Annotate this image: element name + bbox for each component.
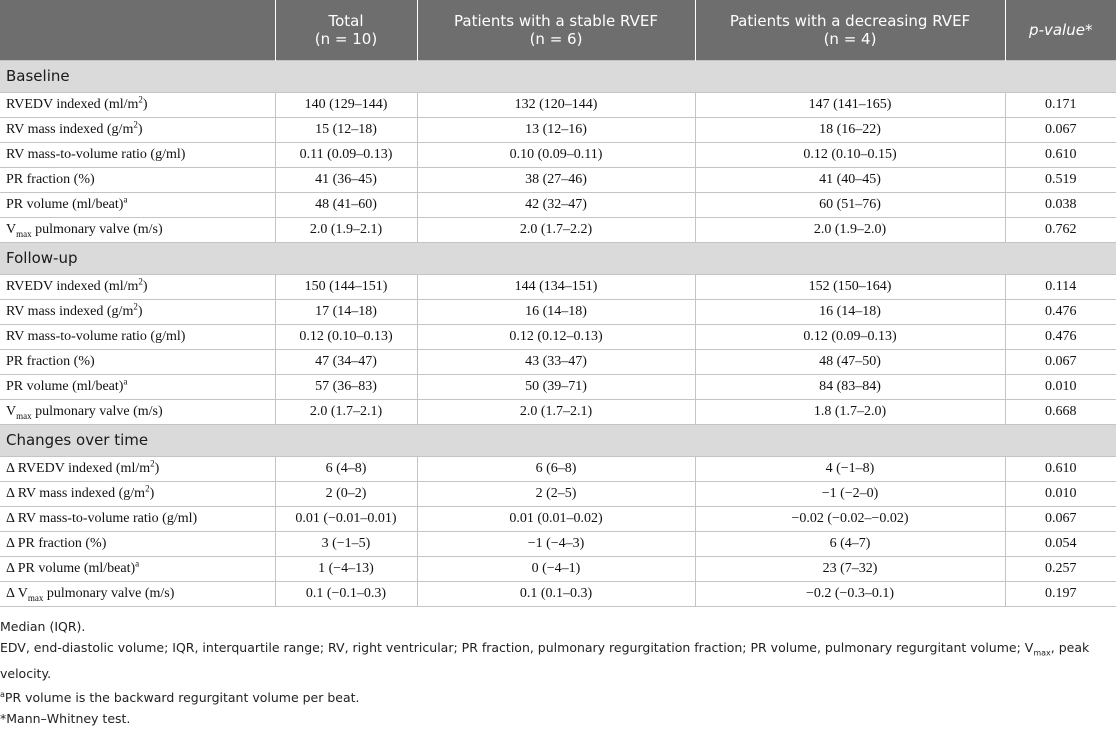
cell-decreasing: 41 (40–45) — [695, 167, 1005, 192]
row-label-suffix: pulmonary valve (m/s) — [32, 222, 163, 237]
table-row — [0, 117, 1116, 142]
cell-stable: −1 (−4–3) — [417, 531, 695, 556]
cell-p: 0.010 — [1005, 374, 1116, 399]
row-label-sub: max — [16, 228, 32, 238]
row-label-text: V — [6, 404, 16, 419]
column-header-4 — [1005, 0, 1116, 60]
cell-total: 2 (0–2) — [275, 481, 417, 506]
column-header-label: p-value* — [1029, 21, 1092, 39]
row-label-text: Δ PR fraction (%) — [6, 536, 106, 551]
row-label-text: RV mass indexed (g/m — [6, 122, 133, 137]
cell-total: 15 (12–18) — [275, 117, 417, 142]
column-header-2 — [417, 0, 695, 60]
cell-p: 0.067 — [1005, 117, 1116, 142]
cell-decreasing: 84 (83–84) — [695, 374, 1005, 399]
row-label-sub: max — [28, 592, 44, 602]
cell-stable: 38 (27–46) — [417, 167, 695, 192]
row-label-text: RV mass-to-volume ratio (g/ml) — [6, 329, 185, 344]
cell-p: 0.610 — [1005, 456, 1116, 481]
table-row — [0, 192, 1116, 217]
footnote-a-text: PR volume is the backward regurgitant volume per beat. — [5, 690, 360, 705]
section-row — [0, 60, 1116, 92]
footnotes — [0, 607, 1116, 729]
row-label-text: PR fraction (%) — [6, 172, 95, 187]
footnote-star: *Mann–Whitney test. — [0, 708, 1116, 729]
row-label-sup: a — [123, 376, 127, 386]
cell-p: 0.067 — [1005, 349, 1116, 374]
cell-stable: 50 (39–71) — [417, 374, 695, 399]
cell-stable: 16 (14–18) — [417, 299, 695, 324]
table-row — [0, 167, 1116, 192]
cell-decreasing: −1 (−2–0) — [695, 481, 1005, 506]
row-label-sup: 2 — [133, 119, 138, 129]
row-label-text: PR fraction (%) — [6, 354, 95, 369]
table-row — [0, 456, 1116, 481]
cell-stable: 0.10 (0.09–0.11) — [417, 142, 695, 167]
footnote-median: Median (IQR). — [0, 616, 1116, 637]
footnote-a — [0, 684, 1116, 708]
row-label-sup: a — [135, 558, 139, 568]
table-row — [0, 374, 1116, 399]
cell-stable: 0 (−4–1) — [417, 556, 695, 581]
table-row — [0, 506, 1116, 531]
cell-total: 47 (34–47) — [275, 349, 417, 374]
cell-stable: 13 (12–16) — [417, 117, 695, 142]
cell-p: 0.010 — [1005, 481, 1116, 506]
column-header-label: Patients with a stable RVEF — [454, 12, 658, 30]
section-row — [0, 424, 1116, 456]
row-label — [0, 299, 275, 324]
table-row — [0, 481, 1116, 506]
cell-decreasing: 6 (4–7) — [695, 531, 1005, 556]
cell-p: 0.197 — [1005, 581, 1116, 606]
table-row — [0, 324, 1116, 349]
row-label-text: PR volume (ml/beat) — [6, 197, 123, 212]
row-label-text: RVEDV indexed (ml/m — [6, 279, 138, 294]
column-header-1 — [275, 0, 417, 60]
row-label-sup: 2 — [138, 94, 143, 104]
column-header-label: Patients with a decreasing RVEF — [730, 12, 970, 30]
cell-decreasing: 16 (14–18) — [695, 299, 1005, 324]
row-label-sup: 2 — [133, 301, 138, 311]
cell-decreasing: 2.0 (1.9–2.0) — [695, 217, 1005, 242]
cell-decreasing: 60 (51–76) — [695, 192, 1005, 217]
cell-total: 140 (129–144) — [275, 92, 417, 117]
cell-p: 0.519 — [1005, 167, 1116, 192]
section-title: Follow-up — [0, 242, 1116, 274]
column-header-n: (n = 4) — [824, 30, 877, 48]
row-label-text: Δ RVEDV indexed (ml/m — [6, 461, 150, 476]
cell-stable: 0.12 (0.12–0.13) — [417, 324, 695, 349]
table-row — [0, 349, 1116, 374]
row-label — [0, 92, 275, 117]
cell-total: 17 (14–18) — [275, 299, 417, 324]
footnote-abbreviations — [0, 637, 1116, 685]
row-label-sup: a — [123, 194, 127, 204]
cell-total: 48 (41–60) — [275, 192, 417, 217]
row-label-suffix: ) — [143, 97, 148, 112]
cell-stable: 43 (33–47) — [417, 349, 695, 374]
cell-p: 0.668 — [1005, 399, 1116, 424]
cell-p: 0.114 — [1005, 274, 1116, 299]
cell-decreasing: 147 (141–165) — [695, 92, 1005, 117]
row-label-sup: 2 — [145, 483, 150, 493]
row-label — [0, 531, 275, 556]
row-label — [0, 142, 275, 167]
row-label-text: PR volume (ml/beat) — [6, 379, 123, 394]
row-label-suffix: ) — [138, 304, 143, 319]
row-label-suffix: ) — [138, 122, 143, 137]
cell-decreasing: 23 (7–32) — [695, 556, 1005, 581]
cell-p: 0.476 — [1005, 299, 1116, 324]
cell-p: 0.610 — [1005, 142, 1116, 167]
cell-total: 57 (36–83) — [275, 374, 417, 399]
row-label-sup: 2 — [150, 458, 155, 468]
row-label — [0, 192, 275, 217]
row-label — [0, 481, 275, 506]
cell-decreasing: 152 (150–164) — [695, 274, 1005, 299]
row-label-suffix: pulmonary valve (m/s) — [43, 586, 174, 601]
cell-total: 41 (36–45) — [275, 167, 417, 192]
cell-p: 0.476 — [1005, 324, 1116, 349]
row-label — [0, 274, 275, 299]
row-label-sub: max — [16, 410, 32, 420]
cell-total: 1 (−4–13) — [275, 556, 417, 581]
cell-p: 0.038 — [1005, 192, 1116, 217]
row-label — [0, 117, 275, 142]
table-row — [0, 92, 1116, 117]
cell-p: 0.171 — [1005, 92, 1116, 117]
section-title: Changes over time — [0, 424, 1116, 456]
cell-stable: 42 (32–47) — [417, 192, 695, 217]
cell-total: 0.11 (0.09–0.13) — [275, 142, 417, 167]
row-label-text: RVEDV indexed (ml/m — [6, 97, 138, 112]
cell-decreasing: −0.02 (−0.02–−0.02) — [695, 506, 1005, 531]
row-label-suffix: ) — [155, 461, 160, 476]
table-row — [0, 299, 1116, 324]
cell-stable: 2 (2–5) — [417, 481, 695, 506]
row-label-text: RV mass-to-volume ratio (g/ml) — [6, 147, 185, 162]
row-label-suffix: ) — [150, 486, 155, 501]
header-row — [0, 0, 1116, 60]
column-header-n: (n = 6) — [530, 30, 583, 48]
cell-decreasing: −0.2 (−0.3–0.1) — [695, 581, 1005, 606]
table-row — [0, 399, 1116, 424]
abbrev-sub: max — [1033, 648, 1050, 657]
cell-stable: 0.1 (0.1–0.3) — [417, 581, 695, 606]
row-label-suffix: pulmonary valve (m/s) — [32, 404, 163, 419]
cell-p: 0.762 — [1005, 217, 1116, 242]
row-label-text: Δ PR volume (ml/beat) — [6, 561, 135, 576]
cell-total: 2.0 (1.9–2.1) — [275, 217, 417, 242]
cell-decreasing: 1.8 (1.7–2.0) — [695, 399, 1005, 424]
cell-p: 0.067 — [1005, 506, 1116, 531]
table-row — [0, 142, 1116, 167]
cell-decreasing: 0.12 (0.09–0.13) — [695, 324, 1005, 349]
footnote-a-mark: a — [0, 690, 5, 699]
table-row — [0, 531, 1116, 556]
row-label — [0, 349, 275, 374]
table-row — [0, 556, 1116, 581]
cell-stable: 132 (120–144) — [417, 92, 695, 117]
table-row — [0, 217, 1116, 242]
row-label-sup: 2 — [138, 276, 143, 286]
row-label — [0, 399, 275, 424]
abbrev-tail: , peak velocity. — [0, 640, 1089, 682]
row-label-text: Δ RV mass indexed (g/m — [6, 486, 145, 501]
table-row — [0, 581, 1116, 606]
row-label — [0, 556, 275, 581]
cell-total: 150 (144–151) — [275, 274, 417, 299]
cell-decreasing: 0.12 (0.10–0.15) — [695, 142, 1005, 167]
row-label-suffix: ) — [143, 279, 148, 294]
cell-stable: 144 (134–151) — [417, 274, 695, 299]
cell-total: 2.0 (1.7–2.1) — [275, 399, 417, 424]
cell-stable: 2.0 (1.7–2.1) — [417, 399, 695, 424]
cell-total: 0.12 (0.10–0.13) — [275, 324, 417, 349]
cell-decreasing: 18 (16–22) — [695, 117, 1005, 142]
cell-p: 0.257 — [1005, 556, 1116, 581]
cell-total: 0.01 (−0.01–0.01) — [275, 506, 417, 531]
column-header-label: Total — [328, 12, 363, 30]
column-header-3 — [695, 0, 1005, 60]
cell-decreasing: 48 (47–50) — [695, 349, 1005, 374]
row-label-text: RV mass indexed (g/m — [6, 304, 133, 319]
row-label — [0, 456, 275, 481]
row-label-text: Δ RV mass-to-volume ratio (g/ml) — [6, 511, 197, 526]
column-header-n: (n = 10) — [315, 30, 377, 48]
row-label — [0, 324, 275, 349]
cell-total: 6 (4–8) — [275, 456, 417, 481]
cell-decreasing: 4 (−1–8) — [695, 456, 1005, 481]
row-label — [0, 167, 275, 192]
cell-stable: 6 (6–8) — [417, 456, 695, 481]
row-label — [0, 506, 275, 531]
row-label — [0, 374, 275, 399]
table-body — [0, 60, 1116, 606]
cell-total: 0.1 (−0.1–0.3) — [275, 581, 417, 606]
column-header-0 — [0, 0, 275, 60]
row-label-text: V — [6, 222, 16, 237]
table-row — [0, 274, 1116, 299]
row-label — [0, 581, 275, 606]
section-title: Baseline — [0, 60, 1116, 92]
row-label — [0, 217, 275, 242]
cell-stable: 2.0 (1.7–2.2) — [417, 217, 695, 242]
row-label-text: Δ V — [6, 586, 28, 601]
section-row — [0, 242, 1116, 274]
abbrev-main: EDV, end-diastolic volume; IQR, interquartile range; RV, right ventricular; PR fraction, pulmonary regurgitation fraction; PR volume, pulmonary regurgitant volume; V — [0, 640, 1033, 655]
cell-total: 3 (−1–5) — [275, 531, 417, 556]
cell-stable: 0.01 (0.01–0.02) — [417, 506, 695, 531]
cell-p: 0.054 — [1005, 531, 1116, 556]
